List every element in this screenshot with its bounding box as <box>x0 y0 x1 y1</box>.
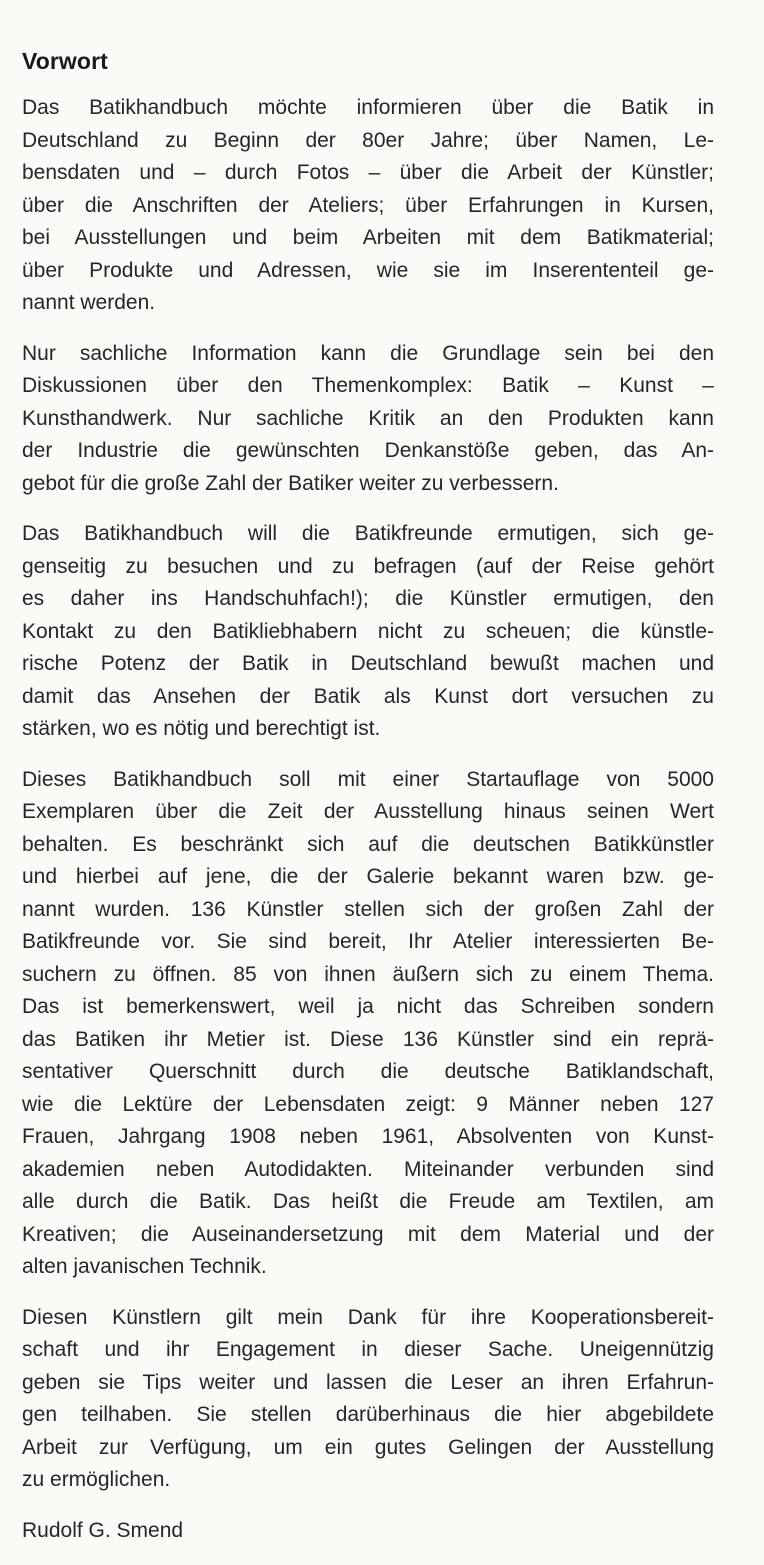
text-line: rische Potenz der Batik in Deutschland bewußt machen und <box>22 652 714 675</box>
paragraph <box>22 338 714 501</box>
page-title: Vorwort <box>22 48 108 74</box>
text-line: Deutschland zu Beginn der 80er Jahre; über Namen, Le- <box>22 128 714 152</box>
text-line: Das Batikhandbuch will die Batikfreunde ermutigen, sich ge- <box>22 522 714 545</box>
text-line: über Produkte und Adressen, wie sie im Inserententeil ge- <box>22 258 714 282</box>
text-line: Kreativen; die Auseinandersetzung mit dem Material und der <box>22 1222 714 1246</box>
text-line: alten javanischen Technik. <box>22 1255 267 1278</box>
paragraph <box>22 1302 714 1497</box>
text-line: geben sie Tips weiter und lassen die Leser an ihren Erfahrun- <box>22 1370 714 1394</box>
text-line: Exemplaren über die Zeit der Ausstellung hinaus seinen Wert <box>22 800 714 823</box>
text-line: gebot für die große Zahl der Batiker weiter zu verbessern. <box>22 471 559 495</box>
text-line: bensdaten und – durch Fotos – über die Arbeit der Künstler; <box>22 161 714 184</box>
text-line: genseitig zu besuchen und zu befragen (auf der Reise gehört <box>22 554 714 578</box>
text-line: der Industrie die gewünschten Denkanstöße geben, das An- <box>22 439 714 462</box>
paragraph <box>22 518 714 746</box>
text-line: Kontakt zu den Batikliebhabern nicht zu scheuen; die künstle- <box>22 619 714 643</box>
text-line: alle durch die Batik. Das heißt die Freude am Textilen, am <box>22 1190 714 1213</box>
text-line: Diesen Künstlern gilt mein Dank für ihre Kooperationsbereit- <box>22 1305 714 1329</box>
text-line: wie die Lektüre der Lebensdaten zeigt: 9 Männer neben 127 <box>22 1092 714 1116</box>
text-line: Batikfreunde vor. Sie sind bereit, Ihr Atelier interessierten Be- <box>22 930 714 953</box>
text-line: Arbeit zur Verfügung, um ein gutes Gelingen der Ausstellung <box>22 1435 714 1459</box>
text-line: bei Ausstellungen und beim Arbeiten mit dem Batikmaterial; <box>22 226 714 249</box>
paragraph <box>22 764 714 1284</box>
body-text <box>22 92 714 1497</box>
text-line: nannt werden. <box>22 291 156 314</box>
text-line: gen teilhaben. Sie stellen darüberhinaus die hier abgebildete <box>22 1403 714 1426</box>
document-page <box>22 46 714 1565</box>
paragraph <box>22 92 714 320</box>
text-line: Nur sachliche Information kann die Grundlage sein bei den <box>22 341 714 365</box>
text-line: Das ist bemerkenswert, weil ja nicht das Schreiben sondern <box>22 995 714 1018</box>
text-line: damit das Ansehen der Batik als Kunst dort versuchen zu <box>22 684 714 708</box>
text-line: nannt wurden. 136 Künstler stellen sich der großen Zahl der <box>22 897 714 921</box>
signature: Rudolf G. Smend <box>22 1518 184 1542</box>
text-line: Dieses Batikhandbuch soll mit einer Startauflage von 5000 <box>22 767 714 791</box>
text-line: zu ermöglichen. <box>22 1468 171 1491</box>
text-line: suchern zu öffnen. 85 von ihnen äußern sich zu einem Thema. <box>22 962 714 986</box>
text-line: schaft und ihr Engagement in dieser Sache. Uneigennützig <box>22 1338 714 1361</box>
text-line: Frauen, Jahrgang 1908 neben 1961, Absolventen von Kunst- <box>22 1125 714 1148</box>
text-line: Das Batikhandbuch möchte informieren über die Batik in <box>22 96 714 119</box>
text-line: über die Anschriften der Ateliers; über Erfahrungen in Kursen, <box>22 193 714 217</box>
text-line: akademien neben Autodidakten. Miteinander verbunden sind <box>22 1157 714 1181</box>
signature-block <box>22 1515 714 1548</box>
text-line: und hierbei auf jene, die der Galerie bekannt waren bzw. ge- <box>22 865 714 888</box>
text-line: Diskussionen über den Themenkomplex: Batik – Kunst – <box>22 374 714 397</box>
text-line: behalten. Es beschränkt sich auf die deutschen Batikkünstler <box>22 832 714 856</box>
text-line: stärken, wo es nötig und berechtigt ist. <box>22 717 381 740</box>
text-line: das Batiken ihr Metier ist. Diese 136 Künstler sind ein reprä- <box>22 1027 714 1051</box>
text-line: sentativer Querschnitt durch die deutsche Batiklandschaft, <box>22 1060 714 1083</box>
text-line: es daher ins Handschuhfach!); die Künstler ermutigen, den <box>22 587 714 610</box>
text-line: Kunsthandwerk. Nur sachliche Kritik an den Produkten kann <box>22 406 714 430</box>
